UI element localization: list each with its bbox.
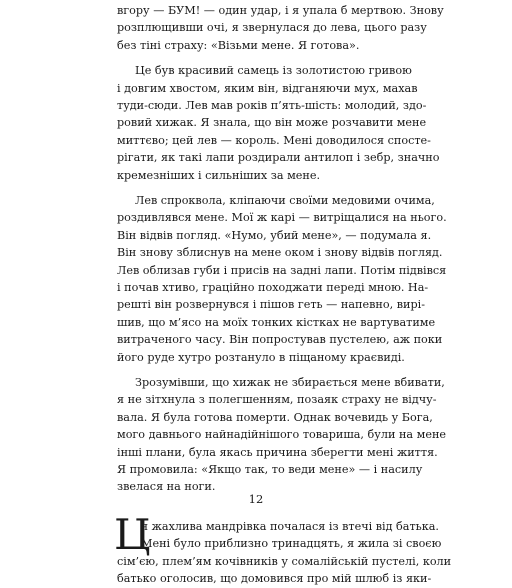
text-line: розплющивши очі, я звернулася до лева, цього разу: [117, 21, 427, 34]
text-line: вала. Я була готова померти. Однак вочевидь у Бога,: [117, 411, 433, 424]
text-line: інші плани, була якась причина зберегти мені життя.: [117, 446, 438, 459]
text-line: батько оголосив, що домовився про мій шлюб із яки-: [117, 572, 432, 585]
text-line: решті він розвернувся і пішов геть — напевно, вирі-: [117, 298, 425, 311]
text-line: мого давнього найнадійнішого товариша, були на мене: [117, 428, 447, 441]
text-line: Лев спроквола, кліпаючи своїми медовими очима,: [135, 194, 435, 207]
text-line: Він знову зблиснув на мене оком і знову відвів погляд.: [117, 246, 443, 259]
text-line: і почав хтиво, граційно походжати переді мною. На-: [117, 281, 429, 294]
text-line: я не зітхнула з полегшенням, позаяк страху не відчу-: [117, 393, 437, 406]
text-line: його руде хутро розтануло в піщаному краєвиді.: [117, 351, 405, 364]
text-line: Він відвів погляд. «Нумо, убий мене», — подумала я.: [117, 229, 432, 242]
text-line: звелася на ноги.: [117, 480, 216, 493]
text-line: Мені було приблизно тринадцять, я жила зі своєю: [141, 537, 442, 550]
text-line: сім’єю, плем’ям кочівників у сомалійській пустелі, коли: [117, 555, 452, 568]
text-line: Я промовила: «Якщо так, то веди мене» — і насилу: [117, 463, 423, 476]
text-line: ровий хижак. Я знала, що він може розчавити мене: [117, 116, 427, 129]
text-line: Зрозумівши, що хижак не збирається мене вбивати,: [135, 376, 445, 389]
text-line: без тіні страху: «Візьми мене. Я готова».: [117, 39, 360, 52]
text-line: рігати, як такі лапи роздирали антилоп і зебр, значно: [117, 151, 440, 164]
text-line: миттєво; цей лев — король. Мені доводилося спосте-: [117, 134, 431, 147]
text-line: я жахлива мандрівка почалася із втечі від батька.: [141, 520, 439, 533]
text-line: Лев облизав губи і присів на задні лапи. Потім підвівся: [117, 264, 447, 277]
text-line: шив, що м’ясо на моїх тонких кістках не вартуватиме: [117, 316, 436, 329]
text-line: кремезніших і сильніших за мене.: [117, 169, 321, 182]
text-line: і довгим хвостом, яким він, відганяючи мух, махав: [117, 82, 418, 95]
text-line: роздивлявся мене. Мої ж карі — витріщалися на нього.: [117, 211, 447, 224]
text-line: туди-сюди. Лев мав років п’ять-шість: молодий, здо-: [117, 99, 427, 112]
text-line: вгору — БУМ! — один удар, і я упала б мертвою. Знову: [117, 4, 444, 17]
text-line: Це був красивий самець із золотистою гривою: [135, 64, 412, 77]
text-line: витраченого часу. Він попростував пустелею, аж поки: [117, 333, 443, 346]
drop-cap: Ц: [114, 510, 151, 559]
page-number: 12: [248, 492, 264, 506]
